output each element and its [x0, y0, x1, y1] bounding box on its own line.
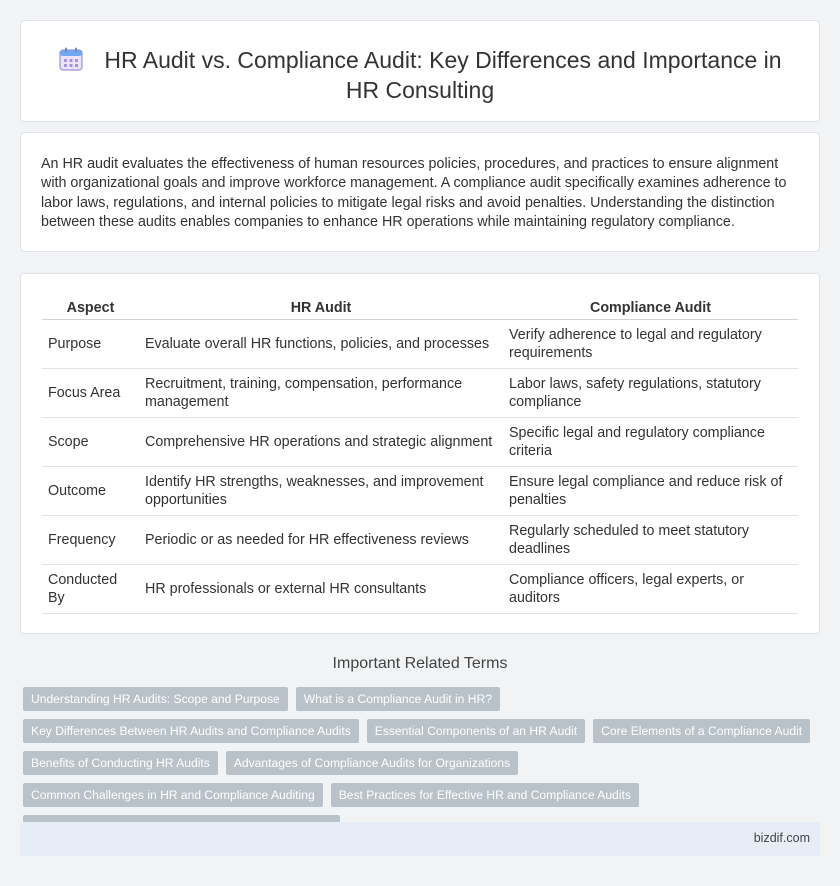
table-row	[42, 368, 798, 417]
intro-paragraph: An HR audit evaluates the effectiveness of human resources policies, procedures, and practices to ensure alignment with organizational goals and improve workforce management. A compliance audit specifically examines adherence to labor laws, regulations, and internal policies to mitigate legal risks and avoid penalties. Understanding the distinction between these audits enables companies to enhance HR operations while maintaining regulatory compliance.	[41, 156, 787, 231]
comparison-card	[20, 273, 820, 634]
related-term-link[interactable]: What is a Compliance Audit in HR?	[296, 687, 500, 711]
cell-compliance-audit: Compliance officers, legal experts, or auditors	[503, 564, 798, 613]
calendar-icon	[58, 46, 84, 72]
header-hr-audit: HR Audit	[139, 297, 503, 319]
related-terms-title: Important Related Terms	[332, 655, 508, 672]
cell-aspect: Frequency	[42, 515, 139, 564]
table-row	[42, 417, 798, 466]
related-term-link[interactable]: Best Practices for Effective HR and Compliance Audits	[331, 783, 639, 807]
page-title-text: HR Audit vs. Compliance Audit: Key Differences and Importance in HR Consulting	[104, 47, 782, 103]
table-row	[42, 564, 798, 613]
related-term-link[interactable]: Advantages of Compliance Audits for Organizations	[226, 751, 518, 775]
related-term-link[interactable]: Understanding HR Audits: Scope and Purpose	[23, 687, 288, 711]
cell-compliance-audit: Labor laws, safety regulations, statutory compliance	[503, 368, 798, 417]
cell-aspect: Outcome	[42, 466, 139, 515]
cell-aspect: Conducted By	[42, 564, 139, 613]
related-term-link[interactable]: Common Challenges in HR and Compliance Auditing	[23, 783, 323, 807]
cell-aspect: Focus Area	[42, 368, 139, 417]
cell-compliance-audit: Ensure legal compliance and reduce risk of penalties	[503, 466, 798, 515]
cell-compliance-audit: Regularly scheduled to meet statutory deadlines	[503, 515, 798, 564]
cell-hr-audit: Comprehensive HR operations and strategic alignment	[139, 417, 503, 466]
related-term-link[interactable]: Essential Components of an HR Audit	[367, 719, 585, 743]
comparison-table	[42, 297, 798, 614]
related-term-link[interactable]: Benefits of Conducting HR Audits	[23, 751, 218, 775]
header-aspect: Aspect	[42, 297, 139, 319]
cell-compliance-audit: Verify adherence to legal and regulatory requirements	[503, 319, 798, 368]
cell-hr-audit: Periodic or as needed for HR effectiveness reviews	[139, 515, 503, 564]
title-card	[20, 20, 820, 122]
table-header-row	[42, 297, 798, 319]
cell-aspect: Scope	[42, 417, 139, 466]
table-row	[42, 319, 798, 368]
related-term-link[interactable]: Core Elements of a Compliance Audit	[593, 719, 810, 743]
cell-hr-audit: Recruitment, training, compensation, performance management	[139, 368, 503, 417]
cell-compliance-audit: Specific legal and regulatory compliance criteria	[503, 417, 798, 466]
intro-card	[20, 132, 820, 252]
cell-hr-audit: Evaluate overall HR functions, policies, and processes	[139, 319, 503, 368]
header-compliance-audit: Compliance Audit	[503, 297, 798, 319]
related-term-link[interactable]: Key Differences Between HR Audits and Compliance Audits	[23, 719, 359, 743]
table-row	[42, 515, 798, 564]
cell-hr-audit: HR professionals or external HR consultants	[139, 564, 503, 613]
footer-site-link[interactable]: bizdif.com	[753, 831, 810, 845]
related-terms-list	[23, 687, 823, 839]
cell-hr-audit: Identify HR strengths, weaknesses, and improvement opportunities	[139, 466, 503, 515]
page-title	[45, 45, 795, 105]
cell-aspect: Purpose	[42, 319, 139, 368]
table-row	[42, 466, 798, 515]
footer	[20, 822, 820, 856]
